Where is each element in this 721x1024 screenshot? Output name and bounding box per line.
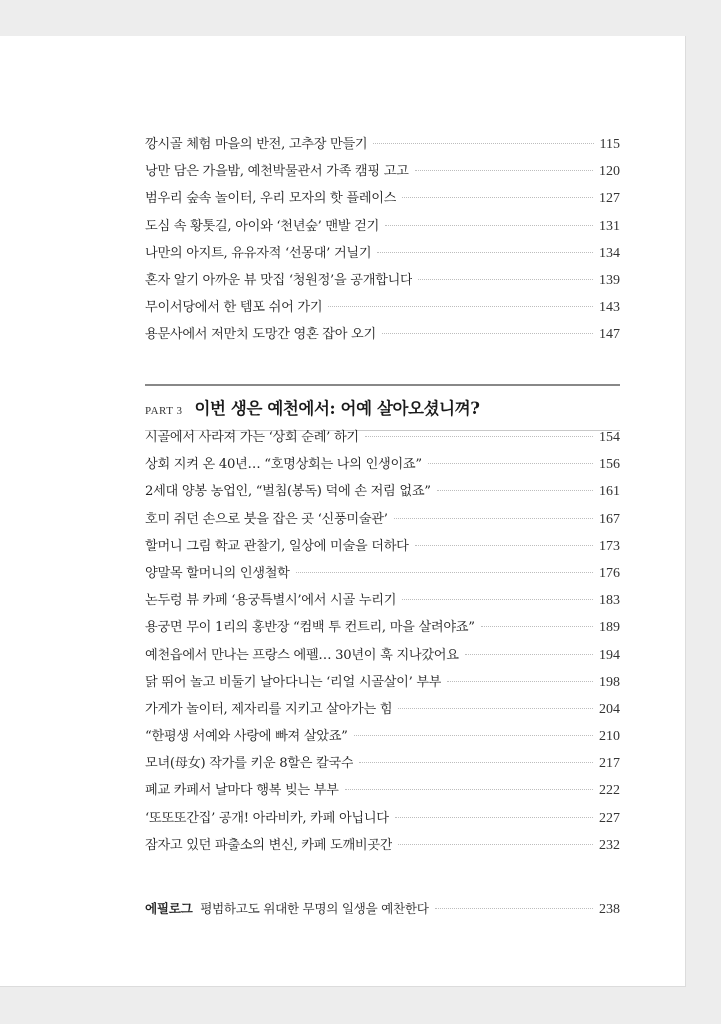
toc-entry[interactable]	[145, 535, 620, 562]
leader-dots	[359, 762, 593, 763]
leader-dots	[296, 572, 593, 573]
toc-entry[interactable]	[145, 671, 620, 698]
toc-entry-title: 2세대 양봉 농업인, “벌침(봉독) 덕에 손 저림 없죠”	[145, 484, 431, 500]
leader-dots	[398, 844, 593, 845]
toc-entry[interactable]	[145, 616, 620, 643]
toc-entry-title: 잠자고 있던 파출소의 변신, 카페 도깨비곳간	[145, 837, 393, 853]
toc-entry-page: 227	[599, 810, 620, 826]
toc-entry[interactable]	[145, 269, 620, 296]
leader-dots	[382, 333, 593, 334]
leader-dots	[365, 436, 593, 437]
epilogue-page: 238	[599, 902, 620, 917]
toc-entry[interactable]	[145, 296, 620, 323]
toc-entry[interactable]	[145, 752, 620, 779]
toc-entry-page: 176	[599, 565, 620, 581]
toc-entry-page: 115	[599, 137, 620, 152]
leader-dots	[354, 735, 593, 736]
leader-dots	[402, 599, 593, 600]
toc-entry-title: 폐교 카페서 날마다 행복 빚는 부부	[145, 783, 339, 799]
toc-entry[interactable]	[145, 480, 620, 507]
toc-entry-title: 할머니 그림 학교 관찰기, 일상에 미술을 더하다	[145, 538, 409, 554]
toc-entry-title: 혼자 알기 아까운 뷰 맛집 ‘청원정’을 공개합니다	[145, 272, 413, 288]
toc-entry[interactable]	[145, 725, 620, 752]
epilogue-label: 에필로그	[145, 901, 193, 916]
toc-entry-page: 210	[599, 729, 620, 745]
toc-entry-title: 깡시골 체험 마을의 반전, 고추장 만들기	[145, 137, 368, 152]
toc-entry[interactable]	[145, 589, 620, 616]
part-label: PART 3	[145, 405, 183, 417]
book-page	[0, 36, 686, 987]
toc-entry[interactable]	[145, 779, 620, 806]
toc-entry[interactable]	[145, 562, 620, 589]
toc-entry-title: 호미 쥐던 손으로 붓을 잡은 곳 ‘신풍미술관’	[145, 511, 388, 527]
toc-entry-page: 147	[599, 327, 620, 343]
toc-entry[interactable]	[145, 133, 620, 160]
toc-entry[interactable]	[145, 215, 620, 242]
leader-dots	[428, 463, 593, 464]
toc-entry[interactable]	[145, 426, 620, 453]
toc-entry-title: 도심 속 황톳길, 아이와 ‘천년숲’ 맨발 걷기	[145, 218, 380, 234]
leader-dots	[415, 170, 593, 171]
leader-dots	[437, 490, 593, 491]
leader-dots	[345, 789, 593, 790]
toc-entry-page: 232	[599, 837, 620, 853]
epilogue-title: 평범하고도 위대한 무명의 일생을 예찬한다	[200, 901, 429, 916]
toc-entry[interactable]	[145, 807, 620, 834]
toc-entry[interactable]	[145, 453, 620, 480]
leader-dots	[481, 626, 593, 627]
toc-entry-page: 134	[599, 245, 620, 261]
part-title: 이번 생은 예천에서: 어예 살아오셨니껴?	[194, 399, 480, 418]
toc-entry-title: “한평생 서예와 사랑에 빠져 살았죠”	[145, 729, 348, 745]
toc-entry-title: 범우리 숲속 놀이터, 우리 모자의 핫 플레이스	[145, 191, 397, 207]
toc-entry-page: 127	[599, 191, 620, 207]
toc-entry[interactable]	[145, 644, 620, 671]
toc-entry[interactable]	[145, 323, 620, 350]
toc-entry-title: 나만의 아지트, 유유자적 ‘선몽대’ 거닐기	[145, 245, 372, 261]
toc-entry-page: 222	[599, 783, 620, 799]
toc-entry[interactable]	[145, 187, 620, 214]
leader-dots	[398, 708, 593, 709]
toc-entry-page: 120	[599, 164, 620, 180]
toc-entry-title: 상회 지켜 온 40년… “호명상회는 나의 인생이죠”	[145, 457, 422, 473]
leader-dots	[447, 681, 593, 682]
toc-entry-title: 가게가 놀이터, 제자리를 지키고 살아가는 힘	[145, 701, 393, 717]
toc-entry-page: 131	[599, 218, 620, 234]
toc-entry-page: 217	[599, 756, 620, 772]
toc-entry-title: 무이서당에서 한 템포 쉬어 가기	[145, 300, 323, 316]
epilogue-entry[interactable]	[145, 898, 620, 925]
toc-entry-page: 156	[599, 457, 620, 473]
toc-entry-page: 204	[599, 701, 620, 717]
toc-entry-title: 닭 뛰어 놀고 비둘기 날아다니는 ‘리얼 시골살이’ 부부	[145, 674, 442, 690]
toc-entry-page: 189	[599, 620, 620, 636]
toc-entry-page: 183	[599, 593, 620, 609]
toc-entry-title: 모녀(母女) 작가를 키운 8할은 칼국수	[145, 756, 354, 772]
toc-entry[interactable]	[145, 242, 620, 269]
toc-entry-title: ‘또또또간집’ 공개! 아라비카, 카페 아닙니다	[145, 810, 389, 826]
leader-dots	[373, 143, 593, 144]
leader-dots	[402, 197, 593, 198]
toc-part2-list	[145, 133, 620, 351]
toc-part3-list	[145, 426, 620, 861]
toc-entry[interactable]	[145, 834, 620, 861]
toc-entry-title: 낭만 담은 가을밤, 예천박물관서 가족 캠핑 고고	[145, 164, 409, 180]
toc-entry-page: 198	[599, 674, 620, 690]
leader-dots	[395, 817, 593, 818]
leader-dots	[385, 225, 593, 226]
toc-entry-title: 용궁면 무이 1리의 홍반장 “컴백 투 컨트리, 마을 살려야죠”	[145, 620, 475, 636]
toc-entry-page: 167	[599, 511, 620, 527]
toc-entry-title: 논두렁 뷰 카페 ‘용궁특별시’에서 시골 누리기	[145, 593, 397, 609]
part3-header	[145, 384, 620, 431]
toc-entry-title: 양말목 할머니의 인생철학	[145, 565, 290, 581]
leader-dots	[328, 306, 593, 307]
toc-entry-page: 194	[599, 647, 620, 663]
leader-dots	[377, 252, 593, 253]
leader-dots	[415, 545, 593, 546]
toc-entry-page: 154	[599, 430, 620, 445]
toc-entry-page: 173	[599, 538, 620, 554]
toc-entry-page: 143	[599, 300, 620, 316]
leader-dots	[418, 279, 593, 280]
toc-entry-page: 139	[599, 272, 620, 288]
toc-entry[interactable]	[145, 698, 620, 725]
leader-dots	[394, 518, 593, 519]
toc-entry[interactable]	[145, 508, 620, 535]
leader-dots	[465, 654, 593, 655]
toc-entry[interactable]	[145, 160, 620, 187]
toc-entry-title: 용문사에서 저만치 도망간 영혼 잡아 오기	[145, 327, 376, 343]
toc-entry-title: 시골에서 사라져 가는 ‘상회 순례’ 하기	[145, 430, 359, 445]
toc-entry-page: 161	[599, 484, 620, 500]
toc-entry-title: 예천읍에서 만나는 프랑스 에펠… 30년이 훅 지나갔어요	[145, 647, 459, 663]
leader-dots	[435, 908, 593, 909]
